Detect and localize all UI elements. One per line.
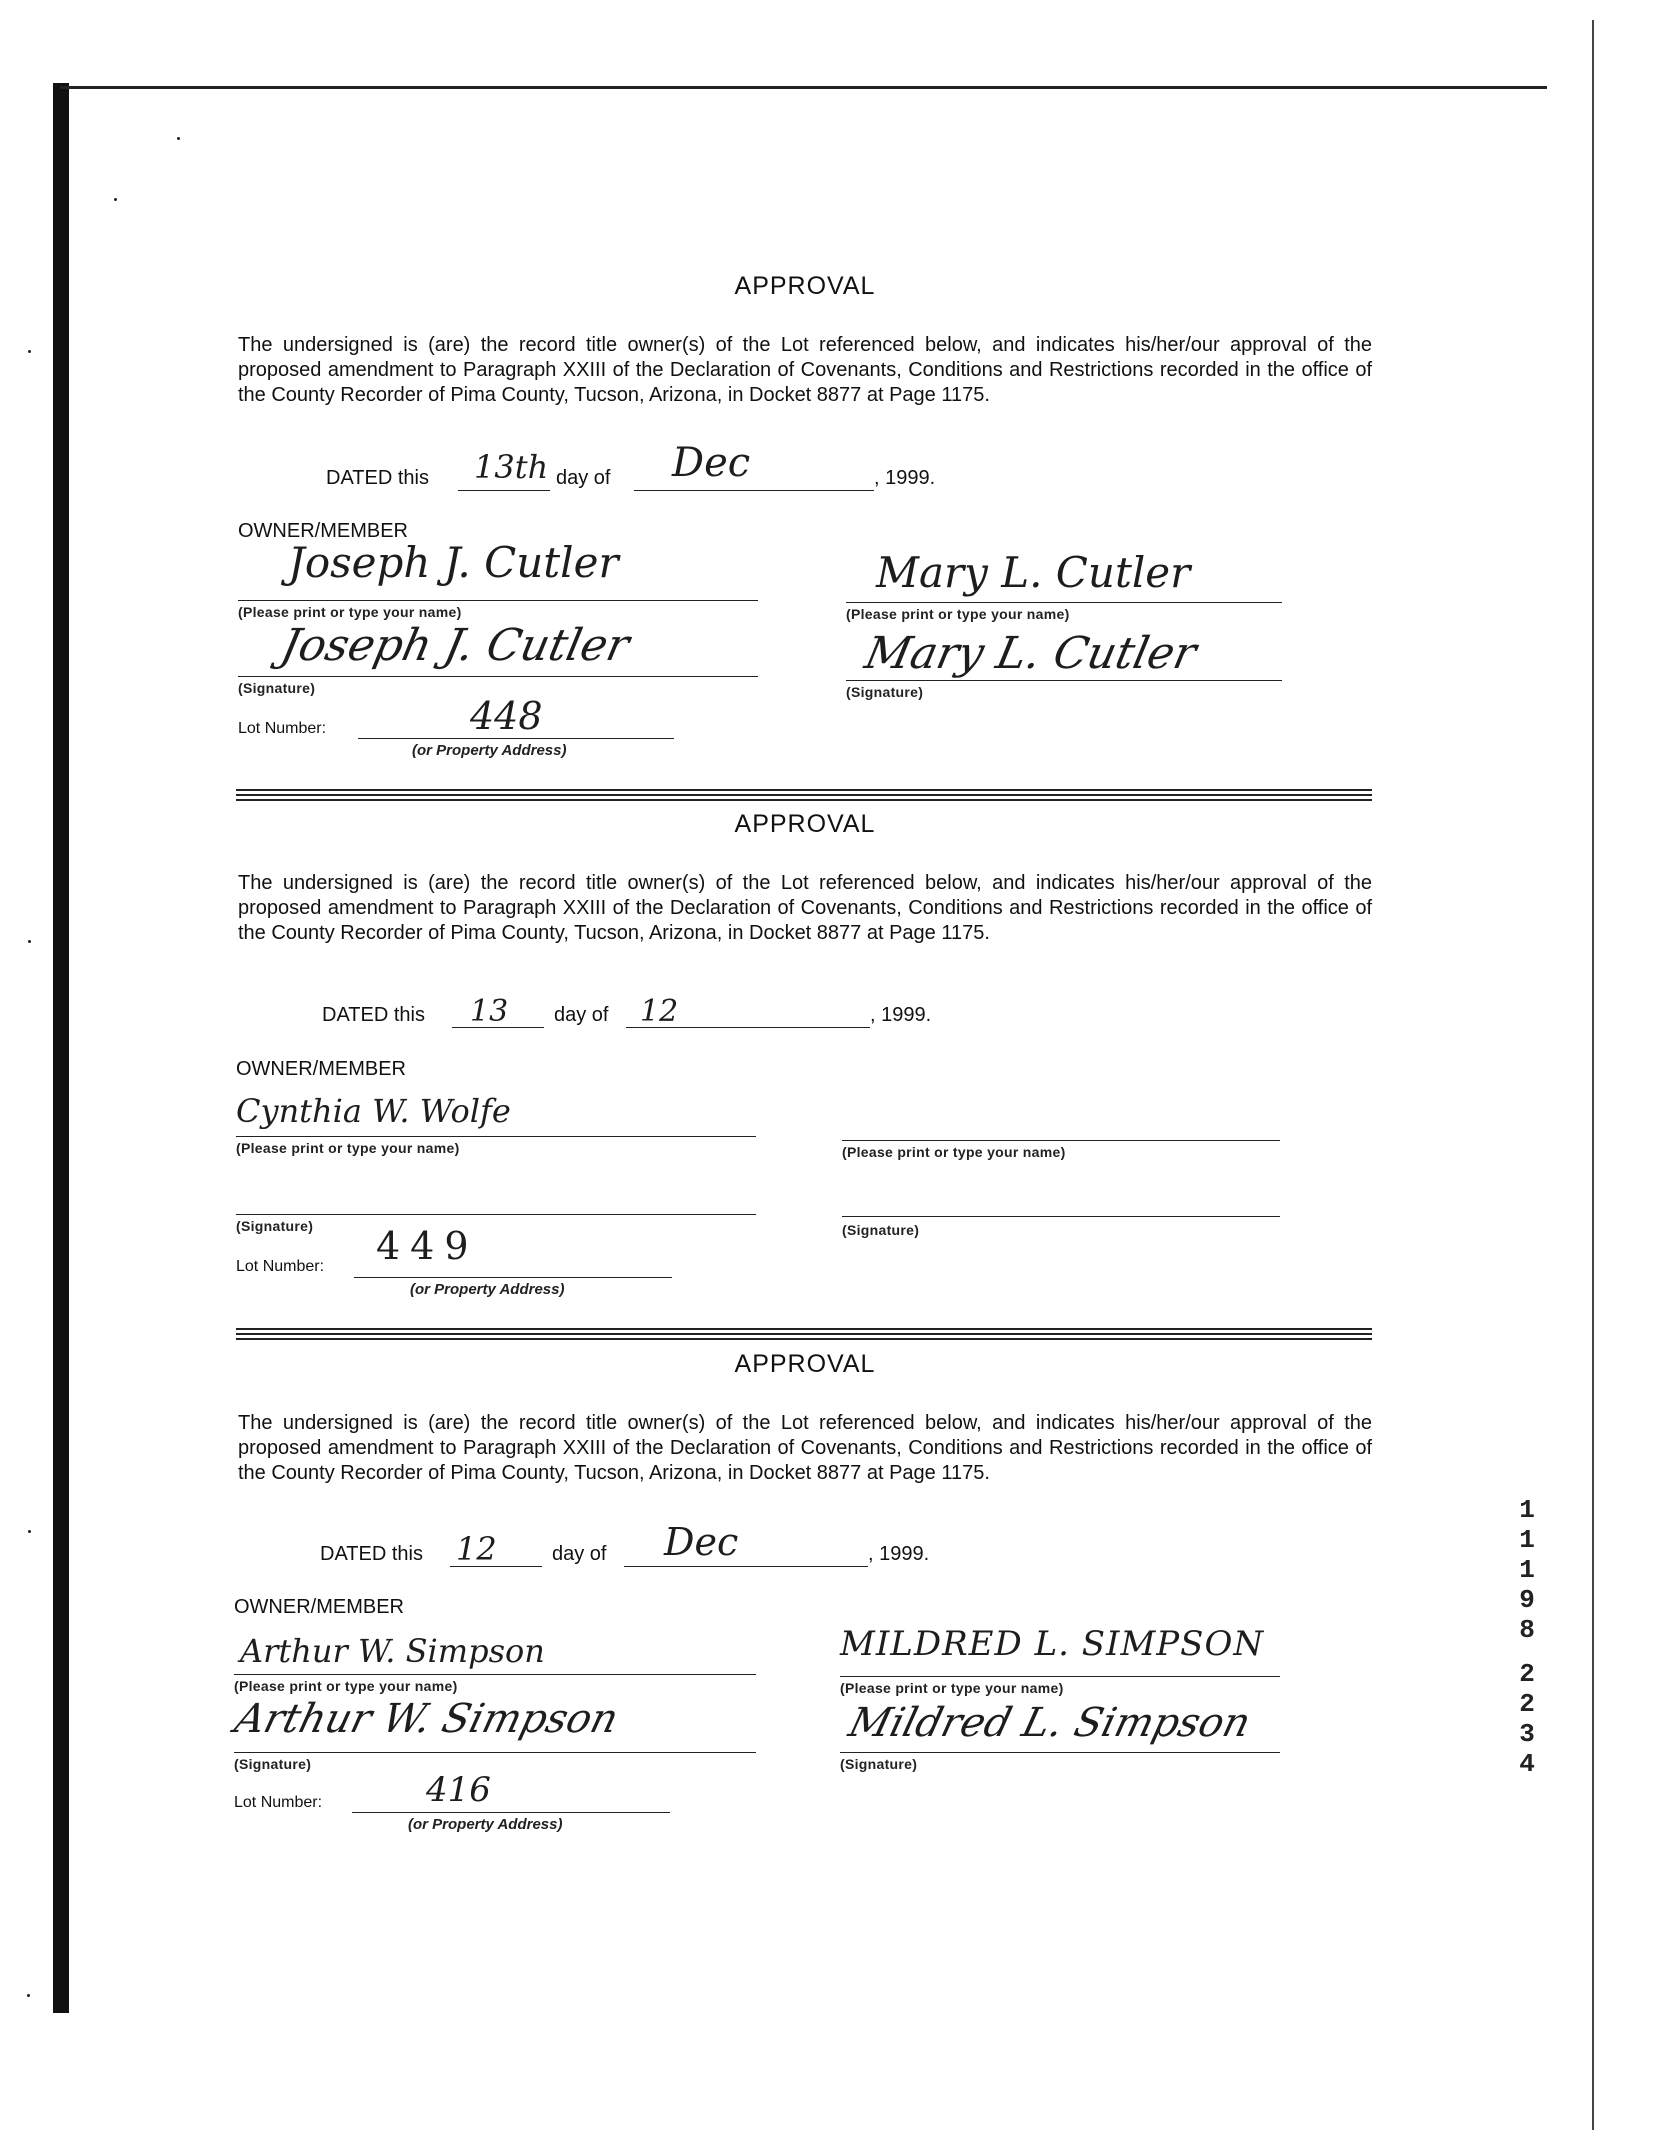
owner-member-label: OWNER/MEMBER (238, 520, 408, 542)
property-address-caption: (or Property Address) (410, 1281, 565, 1298)
section-paragraph: The undersigned is (are) the record title owner(s) of the Lot referenced below, and indicates his/her/our approval of the proposed amendment to Paragraph XXIII of the Declaration of Covenants, Conditions and Restrictions recorded in the office of the County Recorder of Pima County, Tucson, Arizona, in Docket 8877 at Page 1175. (238, 872, 1372, 944)
owner1-name-line (234, 1674, 756, 1675)
lot-number-label: Lot Number: (236, 1258, 325, 1275)
scan-top-rule (60, 86, 1547, 89)
dated-prefix: DATED this (326, 467, 429, 489)
owner1-signature: Joseph J. Cutler (276, 620, 634, 671)
owner2-signature-line (842, 1216, 1280, 1217)
owner1-name-handwritten: Arthur W. Simpson (240, 1632, 545, 1670)
scan-right-edge (1592, 20, 1594, 2130)
owner2-name-handwritten: Mary L. Cutler (876, 548, 1191, 597)
section-title: APPROVAL (734, 272, 876, 300)
lot-number-line (354, 1277, 672, 1278)
lot-number-handwritten: 449 (376, 1224, 479, 1268)
owner-member-label: OWNER/MEMBER (234, 1596, 404, 1618)
docket-stamp (1515, 1495, 1539, 1779)
month-handwritten: Dec (664, 1520, 739, 1564)
scan-edge-bar (53, 83, 69, 2013)
owner2-signature-line (840, 1752, 1280, 1753)
property-address-caption: (or Property Address) (408, 1816, 563, 1833)
docket-digit: 4 (1519, 1749, 1535, 1779)
owner2-name-caption: (Please print or type your name) (840, 1680, 1064, 1696)
lot-number-handwritten: 416 (426, 1770, 491, 1810)
owner1-signature-line (236, 1214, 756, 1215)
owner1-name-caption: (Please print or type your name) (238, 604, 462, 620)
docket-digit: 1 (1519, 1555, 1535, 1585)
month-handwritten: 12 (640, 994, 679, 1029)
owner1-signature: Arthur W. Simpson (230, 1696, 623, 1742)
owner2-name-line (842, 1140, 1280, 1141)
section-paragraph: The undersigned is (are) the record title owner(s) of the Lot referenced below, and indicates his/her/our approval of the proposed amendment to Paragraph XXIII of the Declaration of Covenants, Conditions and Restrictions recorded in the office of the County Recorder of Pima County, Tucson, Arizona, in Docket 8877 at Page 1175. (238, 334, 1372, 406)
owner-member-label: OWNER/MEMBER (236, 1058, 406, 1080)
owner2-signature-caption: (Signature) (842, 1222, 920, 1238)
dated-prefix: DATED this (320, 1543, 423, 1565)
section-title: APPROVAL (734, 1350, 876, 1378)
owner1-signature-caption: (Signature) (238, 680, 316, 696)
dated-mid: day of (556, 467, 611, 489)
dated-mid: day of (552, 1543, 607, 1565)
dated-prefix: DATED this (322, 1004, 425, 1026)
scan-speck (28, 940, 31, 943)
dated-year: , 1999. (874, 467, 936, 489)
owner1-name-line (238, 600, 758, 601)
docket-digit: 9 (1519, 1585, 1535, 1615)
owner2-signature-caption: (Signature) (840, 1756, 918, 1772)
month-blank (624, 1566, 868, 1567)
property-address-caption: (or Property Address) (412, 742, 567, 759)
section-paragraph: The undersigned is (are) the record title owner(s) of the Lot referenced below, and indicates his/her/our approval of the proposed amendment to Paragraph XXIII of the Declaration of Covenants, Conditions and Restrictions recorded in the office of the County Recorder of Pima County, Tucson, Arizona, in Docket 8877 at Page 1175. (238, 1412, 1372, 1484)
scan-speck (28, 350, 31, 353)
section-divider (236, 789, 1372, 804)
docket-digit: 2 (1519, 1659, 1535, 1689)
dated-mid: day of (554, 1004, 609, 1026)
owner1-name-caption: (Please print or type your name) (236, 1140, 460, 1156)
owner1-signature-caption: (Signature) (234, 1756, 312, 1772)
section-divider (236, 1328, 1372, 1343)
owner2-signature: Mary L. Cutler (860, 628, 1201, 679)
lot-number-label: Lot Number: (234, 1794, 323, 1811)
owner1-signature-caption: (Signature) (236, 1218, 314, 1234)
day-blank (458, 490, 550, 491)
owner2-name-line (840, 1676, 1280, 1677)
scan-speck (177, 137, 180, 140)
scan-speck (114, 198, 117, 201)
lot-number-handwritten: 448 (470, 694, 543, 738)
owner1-name-handwritten: Joseph J. Cutler (288, 538, 619, 587)
owner1-name-handwritten: Cynthia W. Wolfe (236, 1092, 511, 1130)
owner2-signature-line (846, 680, 1282, 681)
day-handwritten: 12 (456, 1530, 497, 1568)
docket-digit: 2 (1519, 1689, 1535, 1719)
month-handwritten: Dec (672, 440, 751, 486)
docket-digit: 3 (1519, 1719, 1535, 1749)
dated-year: , 1999. (870, 1004, 932, 1026)
day-handwritten: 13th (474, 448, 549, 486)
owner1-signature-line (238, 676, 758, 677)
lot-number-label: Lot Number: (238, 720, 327, 737)
month-blank (634, 490, 874, 491)
owner2-name-caption: (Please print or type your name) (846, 606, 1070, 622)
owner2-signature: Mildred L. Simpson (844, 1700, 1256, 1746)
owner2-name-line (846, 602, 1282, 603)
docket-digit: 8 (1519, 1615, 1535, 1645)
dated-year: , 1999. (868, 1543, 930, 1565)
lot-number-line (358, 738, 674, 739)
scan-speck (28, 1530, 31, 1533)
owner1-name-line (236, 1136, 756, 1137)
lot-number-line (352, 1812, 670, 1813)
owner1-name-caption: (Please print or type your name) (234, 1678, 458, 1694)
docket-digit: 1 (1519, 1525, 1535, 1555)
section-title: APPROVAL (734, 810, 876, 838)
owner2-name-handwritten: MILDRED L. SIMPSON (840, 1624, 1265, 1664)
owner2-name-caption: (Please print or type your name) (842, 1144, 1066, 1160)
scan-speck (27, 1994, 30, 1997)
owner2-signature-caption: (Signature) (846, 684, 924, 700)
owner1-signature-line (234, 1752, 756, 1753)
day-handwritten: 13 (470, 994, 509, 1029)
docket-digit: 1 (1519, 1495, 1535, 1525)
